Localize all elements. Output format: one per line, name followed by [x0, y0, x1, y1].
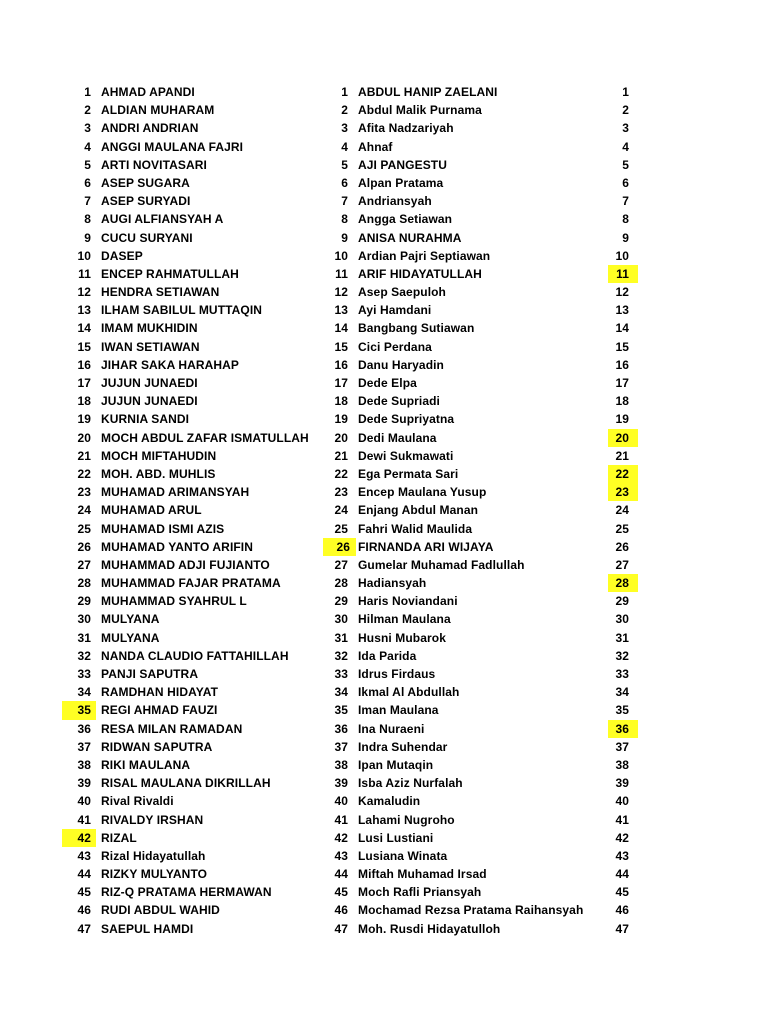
number-cell-left: 15 — [77, 339, 91, 354]
name-cell-middle: Ina Nuraeni — [358, 721, 425, 736]
name-cell-middle: Idrus Firdaus — [358, 667, 436, 681]
number-cell-right: 25 — [615, 521, 629, 536]
name-cell-middle: Danu Haryadin — [358, 357, 444, 372]
number-cell-middle: 47 — [334, 921, 348, 936]
number-cell-right: 16 — [615, 357, 629, 372]
name-cell-middle: Abdul Malik Purnama — [358, 103, 482, 118]
name-cell-middle: Mochamad Rezsa Pratama Raihansyah — [358, 903, 584, 918]
list-row — [0, 283, 768, 301]
name-cell-middle: Andriansyah — [358, 194, 432, 209]
name-cell-middle: Ega Permata Sari — [358, 466, 459, 481]
number-cell-middle: 27 — [334, 557, 348, 572]
number-cell-right: 8 — [622, 212, 629, 227]
number-cell-left: 22 — [77, 466, 91, 481]
list-row — [0, 301, 768, 319]
name-cell-left: JUJUN JUNAEDI — [101, 394, 198, 409]
name-cell-left: SAEPUL HAMDI — [101, 921, 194, 936]
number-cell-right: 23 — [608, 483, 638, 501]
number-cell-right: 29 — [615, 594, 629, 609]
number-cell-middle: 18 — [334, 394, 348, 409]
list-row — [0, 101, 768, 119]
name-cell-middle: Ayi Hamdani — [358, 303, 432, 318]
name-cell-left: RAMDHAN HIDAYAT — [101, 685, 219, 700]
number-cell-left: 4 — [84, 139, 91, 154]
number-cell-middle: 10 — [334, 248, 348, 263]
name-cell-middle: Husni Mubarok — [358, 630, 446, 645]
list-row — [0, 192, 768, 210]
name-cell-middle: Moch Rafli Priansyah — [358, 885, 482, 900]
number-cell-left: 33 — [77, 667, 91, 681]
list-row — [0, 483, 768, 501]
name-cell-middle: Ida Parida — [358, 648, 417, 663]
number-cell-right: 18 — [615, 394, 629, 409]
list-row — [0, 465, 768, 483]
number-cell-middle: 12 — [334, 285, 348, 300]
name-cell-middle: Enjang Abdul Manan — [358, 503, 479, 518]
list-row — [0, 138, 768, 156]
list-row — [0, 174, 768, 192]
number-cell-middle: 30 — [334, 612, 348, 627]
number-cell-right: 7 — [622, 194, 629, 209]
number-cell-middle: 2 — [341, 103, 348, 118]
name-cell-left: MOCH ABDUL ZAFAR ISMATULLAH — [101, 430, 309, 445]
number-cell-right: 46 — [615, 903, 629, 918]
name-cell-left: MUHAMAD ARIMANSYAH — [101, 485, 250, 500]
list-row — [0, 592, 768, 610]
name-cell-middle: Ahnaf — [358, 139, 393, 154]
number-cell-left: 6 — [84, 175, 91, 190]
list-row — [0, 647, 768, 665]
number-cell-middle: 25 — [334, 521, 348, 536]
name-cell-middle: Dede Supriadi — [358, 394, 440, 409]
list-row — [0, 374, 768, 392]
list-row — [0, 774, 768, 792]
name-cell-left: IMAM MUKHIDIN — [101, 321, 198, 336]
number-cell-middle: 23 — [334, 485, 348, 500]
name-cell-middle: Iman Maulana — [358, 703, 439, 718]
number-cell-right: 17 — [615, 376, 629, 390]
name-cell-middle: ABDUL HANIP ZAELANI — [358, 85, 498, 99]
number-cell-middle: 5 — [341, 157, 348, 172]
number-cell-left: 37 — [77, 739, 91, 754]
number-cell-right: 9 — [622, 230, 629, 245]
number-cell-middle: 43 — [334, 848, 348, 863]
name-cell-left: ANGGI MAULANA FAJRI — [101, 139, 244, 154]
number-cell-left: 36 — [77, 721, 91, 736]
number-cell-right: 47 — [615, 921, 629, 936]
name-cell-left: RIKI MAULANA — [101, 757, 191, 772]
name-cell-middle: Hilman Maulana — [358, 612, 451, 627]
name-cell-left: IWAN SETIAWAN — [101, 339, 200, 354]
number-cell-middle: 20 — [334, 430, 348, 445]
name-cell-middle: ANISA NURAHMA — [358, 230, 462, 245]
list-row — [0, 247, 768, 265]
number-cell-middle: 1 — [341, 85, 348, 99]
number-cell-middle: 37 — [334, 739, 348, 754]
number-cell-right: 37 — [615, 739, 629, 754]
number-cell-middle: 14 — [334, 321, 348, 336]
number-cell-right: 13 — [615, 303, 629, 318]
number-cell-right: 32 — [615, 648, 629, 663]
name-cell-middle: Alpan Pratama — [358, 175, 444, 190]
name-cell-middle: Gumelar Muhamad Fadlullah — [358, 557, 525, 572]
number-cell-left: 2 — [84, 103, 91, 118]
name-cell-middle: Cici Perdana — [358, 339, 432, 354]
number-cell-left: 31 — [77, 630, 91, 645]
number-cell-right: 39 — [615, 776, 629, 791]
number-cell-middle: 40 — [334, 794, 348, 809]
name-cell-left: RIZ-Q PRATAMA HERMAWAN — [101, 885, 272, 900]
list-row — [0, 829, 768, 847]
number-cell-left: 42 — [62, 829, 96, 847]
name-cell-middle: Fahri Walid Maulida — [358, 521, 473, 536]
name-cell-left: RISAL MAULANA DIKRILLAH — [101, 776, 271, 791]
name-cell-left: ALDIAN MUHARAM — [101, 103, 215, 118]
name-cell-left: RUDI ABDUL WAHID — [101, 903, 220, 918]
number-cell-left: 32 — [77, 648, 91, 663]
number-cell-left: 45 — [77, 885, 91, 900]
number-cell-left: 11 — [78, 266, 91, 281]
number-cell-left: 26 — [77, 539, 91, 554]
list-row — [0, 701, 768, 719]
number-cell-middle: 22 — [334, 466, 348, 481]
name-cell-left: DASEP — [101, 248, 143, 263]
number-cell-right: 3 — [622, 121, 629, 136]
number-cell-middle: 45 — [334, 885, 348, 900]
name-cell-middle: Ikmal Al Abdullah — [358, 685, 460, 700]
number-cell-middle: 26 — [323, 538, 356, 556]
number-cell-left: 30 — [77, 612, 91, 627]
name-cell-left: RIZKY MULYANTO — [101, 867, 208, 882]
name-cell-left: ANDRI ANDRIAN — [101, 121, 199, 136]
number-cell-left: 17 — [77, 376, 91, 390]
number-cell-middle: 4 — [341, 139, 348, 154]
name-cell-middle: Moh. Rusdi Hidayatulloh — [358, 921, 501, 936]
list-row — [0, 792, 768, 810]
list-row — [0, 738, 768, 756]
list-row — [0, 883, 768, 901]
list-row — [0, 447, 768, 465]
name-cell-left: KURNIA SANDI — [101, 412, 190, 427]
name-cell-middle: Angga Setiawan — [358, 212, 453, 227]
number-cell-right: 43 — [615, 848, 629, 863]
number-cell-middle: 42 — [334, 830, 348, 845]
list-row — [0, 920, 768, 938]
number-cell-left: 44 — [77, 867, 91, 882]
list-row — [0, 265, 768, 283]
list-row — [0, 629, 768, 647]
number-cell-left: 12 — [77, 285, 91, 300]
name-cell-left: RIZAL — [101, 830, 137, 845]
name-cell-middle: Lusiana Winata — [358, 848, 448, 863]
number-cell-right: 19 — [615, 412, 629, 427]
number-cell-middle: 36 — [334, 721, 348, 736]
number-cell-right: 20 — [608, 429, 638, 447]
number-cell-left: 34 — [77, 685, 91, 700]
number-cell-middle: 19 — [334, 412, 348, 427]
number-cell-right: 30 — [615, 612, 629, 627]
number-cell-left: 21 — [77, 448, 91, 463]
number-cell-left: 20 — [77, 430, 91, 445]
number-cell-left: 16 — [77, 357, 91, 372]
number-cell-right: 4 — [622, 139, 629, 154]
name-cell-left: CUCU SURYANI — [101, 230, 193, 245]
number-cell-left: 28 — [77, 576, 91, 591]
name-cell-left: RIDWAN SAPUTRA — [101, 739, 213, 754]
number-cell-left: 47 — [77, 921, 91, 936]
number-cell-left: 13 — [77, 303, 91, 318]
number-cell-right: 36 — [608, 720, 638, 738]
number-cell-middle: 13 — [334, 303, 348, 318]
number-cell-right: 1 — [622, 85, 629, 99]
name-cell-middle: Lahami Nugroho — [358, 812, 455, 827]
number-cell-middle: 46 — [334, 903, 348, 918]
name-cell-left: MOCH MIFTAHUDIN — [101, 448, 217, 463]
list-row — [0, 683, 768, 701]
number-cell-middle: 24 — [334, 503, 348, 518]
number-cell-middle: 29 — [334, 594, 348, 609]
number-cell-left: 25 — [77, 521, 91, 536]
name-cell-left: MULYANA — [101, 612, 160, 627]
number-cell-left: 40 — [77, 794, 91, 809]
number-cell-left: 9 — [84, 230, 91, 245]
list-row — [0, 410, 768, 428]
list-row — [0, 392, 768, 410]
list-row — [0, 83, 768, 101]
name-cell-middle: Miftah Muhamad Irsad — [358, 867, 487, 882]
name-cell-left: Rizal Hidayatullah — [101, 848, 206, 863]
list-row — [0, 811, 768, 829]
name-cell-middle: Hadiansyah — [358, 576, 427, 591]
name-cell-left: AHMAD APANDI — [101, 85, 195, 99]
list-row — [0, 356, 768, 374]
name-cell-middle: Bangbang Sutiawan — [358, 321, 475, 336]
number-cell-left: 39 — [77, 776, 91, 791]
number-cell-left: 38 — [77, 757, 91, 772]
name-cell-left: JUJUN JUNAEDI — [101, 376, 198, 390]
number-cell-right: 26 — [615, 539, 629, 554]
number-cell-left: 41 — [77, 812, 91, 827]
list-row — [0, 119, 768, 137]
number-cell-middle: 33 — [334, 667, 348, 681]
number-cell-right: 11 — [608, 265, 638, 283]
name-cell-left: ARTI NOVITASARI — [101, 157, 207, 172]
list-row — [0, 210, 768, 228]
name-cell-left: MULYANA — [101, 630, 160, 645]
number-cell-middle: 34 — [334, 685, 348, 700]
number-cell-right: 45 — [615, 885, 629, 900]
name-cell-middle: Encep Maulana Yusup — [358, 485, 487, 500]
name-cell-middle: Haris Noviandani — [358, 594, 458, 609]
number-cell-right: 14 — [615, 321, 629, 336]
name-cell-left: ASEP SURYADI — [101, 194, 191, 209]
number-cell-middle: 44 — [334, 867, 348, 882]
list-row — [0, 229, 768, 247]
number-cell-right: 27 — [615, 557, 629, 572]
list-row — [0, 665, 768, 683]
list-row — [0, 501, 768, 519]
number-cell-right: 41 — [615, 812, 629, 827]
list-row — [0, 538, 768, 556]
number-cell-left: 43 — [77, 848, 91, 863]
list-row — [0, 756, 768, 774]
number-cell-right: 6 — [622, 175, 629, 190]
list-row — [0, 556, 768, 574]
list-row — [0, 610, 768, 628]
name-cell-middle: Indra Suhendar — [358, 739, 448, 754]
number-cell-middle: 28 — [334, 576, 348, 591]
number-cell-middle: 7 — [341, 194, 348, 209]
number-cell-left: 46 — [77, 903, 91, 918]
name-cell-left: MUHAMAD ARUL — [101, 503, 202, 518]
number-cell-right: 28 — [608, 574, 638, 592]
list-row — [0, 574, 768, 592]
name-cell-left: MUHAMMAD ADJI FUJIANTO — [101, 557, 270, 572]
number-cell-left: 29 — [77, 594, 91, 609]
name-cell-left: JIHAR SAKA HARAHAP — [101, 357, 240, 372]
name-cell-middle: Ardian Pajri Septiawan — [358, 248, 491, 263]
number-cell-left: 10 — [77, 248, 91, 263]
number-cell-middle: 31 — [334, 630, 348, 645]
number-cell-right: 35 — [615, 703, 629, 718]
number-cell-middle: 17 — [334, 376, 348, 390]
number-cell-middle: 41 — [334, 812, 348, 827]
number-cell-right: 15 — [615, 339, 629, 354]
name-cell-middle: Asep Saepuloh — [358, 285, 446, 300]
name-cell-left: MUHAMAD YANTO ARIFIN — [101, 539, 254, 554]
number-cell-right: 42 — [615, 830, 629, 845]
name-cell-middle: FIRNANDA ARI WIJAYA — [358, 539, 494, 554]
name-cell-middle: Dede Supriyatna — [358, 412, 455, 427]
number-cell-middle: 8 — [341, 212, 348, 227]
number-cell-middle: 16 — [334, 357, 348, 372]
name-cell-middle: ARIF HIDAYATULLAH — [358, 266, 482, 281]
list-row — [0, 865, 768, 883]
name-cell-left: ENCEP RAHMATULLAH — [101, 266, 239, 281]
number-cell-middle: 11 — [335, 266, 348, 281]
number-cell-left: 14 — [77, 321, 91, 336]
name-cell-middle: Ipan Mutaqin — [358, 757, 434, 772]
number-cell-right: 5 — [622, 157, 629, 172]
name-cell-middle: Isba Aziz Nurfalah — [358, 776, 463, 791]
name-cell-left: ASEP SUGARA — [101, 175, 190, 190]
name-cell-left: MUHAMAD ISMI AZIS — [101, 521, 225, 536]
name-cell-middle: Afita Nadzariyah — [358, 121, 454, 136]
name-cell-middle: Dede Elpa — [358, 376, 417, 390]
number-cell-right: 24 — [615, 503, 629, 518]
name-list-sheet — [0, 83, 768, 938]
name-cell-left: NANDA CLAUDIO FATTAHILLAH — [101, 648, 289, 663]
number-cell-middle: 39 — [334, 776, 348, 791]
number-cell-left: 1 — [84, 85, 91, 99]
name-cell-left: ILHAM SABILUL MUTTAQIN — [101, 303, 263, 318]
name-cell-middle: Dedi Maulana — [358, 430, 437, 445]
number-cell-left: 35 — [62, 701, 96, 719]
number-cell-right: 34 — [615, 685, 629, 700]
number-cell-middle: 6 — [341, 175, 348, 190]
number-cell-left: 18 — [77, 394, 91, 409]
number-cell-middle: 38 — [334, 757, 348, 772]
name-cell-left: MUHAMMAD FAJAR PRATAMA — [101, 576, 281, 591]
name-cell-left: Rival Rivaldi — [101, 794, 174, 809]
number-cell-middle: 15 — [334, 339, 348, 354]
number-cell-left: 19 — [77, 412, 91, 427]
number-cell-right: 40 — [615, 794, 629, 809]
name-cell-middle: Lusi Lustiani — [358, 830, 434, 845]
list-row — [0, 901, 768, 919]
list-row — [0, 720, 768, 738]
list-row — [0, 338, 768, 356]
name-cell-middle: AJI PANGESTU — [358, 157, 447, 172]
name-cell-middle: Kamaludin — [358, 794, 421, 809]
number-cell-left: 3 — [84, 121, 91, 136]
number-cell-right: 33 — [615, 667, 629, 681]
list-row — [0, 520, 768, 538]
number-cell-right: 31 — [615, 630, 629, 645]
name-cell-middle: Dewi Sukmawati — [358, 448, 454, 463]
list-row — [0, 847, 768, 865]
number-cell-left: 7 — [84, 194, 91, 209]
number-cell-left: 24 — [77, 503, 91, 518]
name-cell-left: MOH. ABD. MUHLIS — [101, 466, 216, 481]
number-cell-right: 2 — [622, 103, 629, 118]
number-cell-left: 5 — [84, 157, 91, 172]
name-cell-left: PANJI SAPUTRA — [101, 667, 199, 681]
list-row — [0, 156, 768, 174]
number-cell-left: 8 — [84, 212, 91, 227]
number-cell-left: 23 — [77, 485, 91, 500]
number-cell-right: 10 — [615, 248, 629, 263]
number-cell-middle: 9 — [341, 230, 348, 245]
number-cell-right: 22 — [608, 465, 638, 483]
number-cell-right: 12 — [615, 285, 629, 300]
name-cell-left: RIVALDY IRSHAN — [101, 812, 204, 827]
number-cell-middle: 35 — [334, 703, 348, 718]
list-row — [0, 429, 768, 447]
number-cell-middle: 3 — [341, 121, 348, 136]
number-cell-middle: 32 — [334, 648, 348, 663]
name-cell-left: AUGI ALFIANSYAH A — [101, 212, 224, 227]
name-cell-left: MUHAMMAD SYAHRUL L — [101, 594, 247, 609]
name-cell-left: RESA MILAN RAMADAN — [101, 721, 243, 736]
number-cell-right: 44 — [615, 867, 629, 882]
name-cell-left: REGI AHMAD FAUZI — [101, 703, 218, 718]
list-row — [0, 319, 768, 337]
number-cell-middle: 21 — [334, 448, 348, 463]
number-cell-right: 38 — [615, 757, 629, 772]
name-cell-left: HENDRA SETIAWAN — [101, 285, 220, 300]
number-cell-left: 27 — [77, 557, 91, 572]
number-cell-right: 21 — [615, 448, 629, 463]
